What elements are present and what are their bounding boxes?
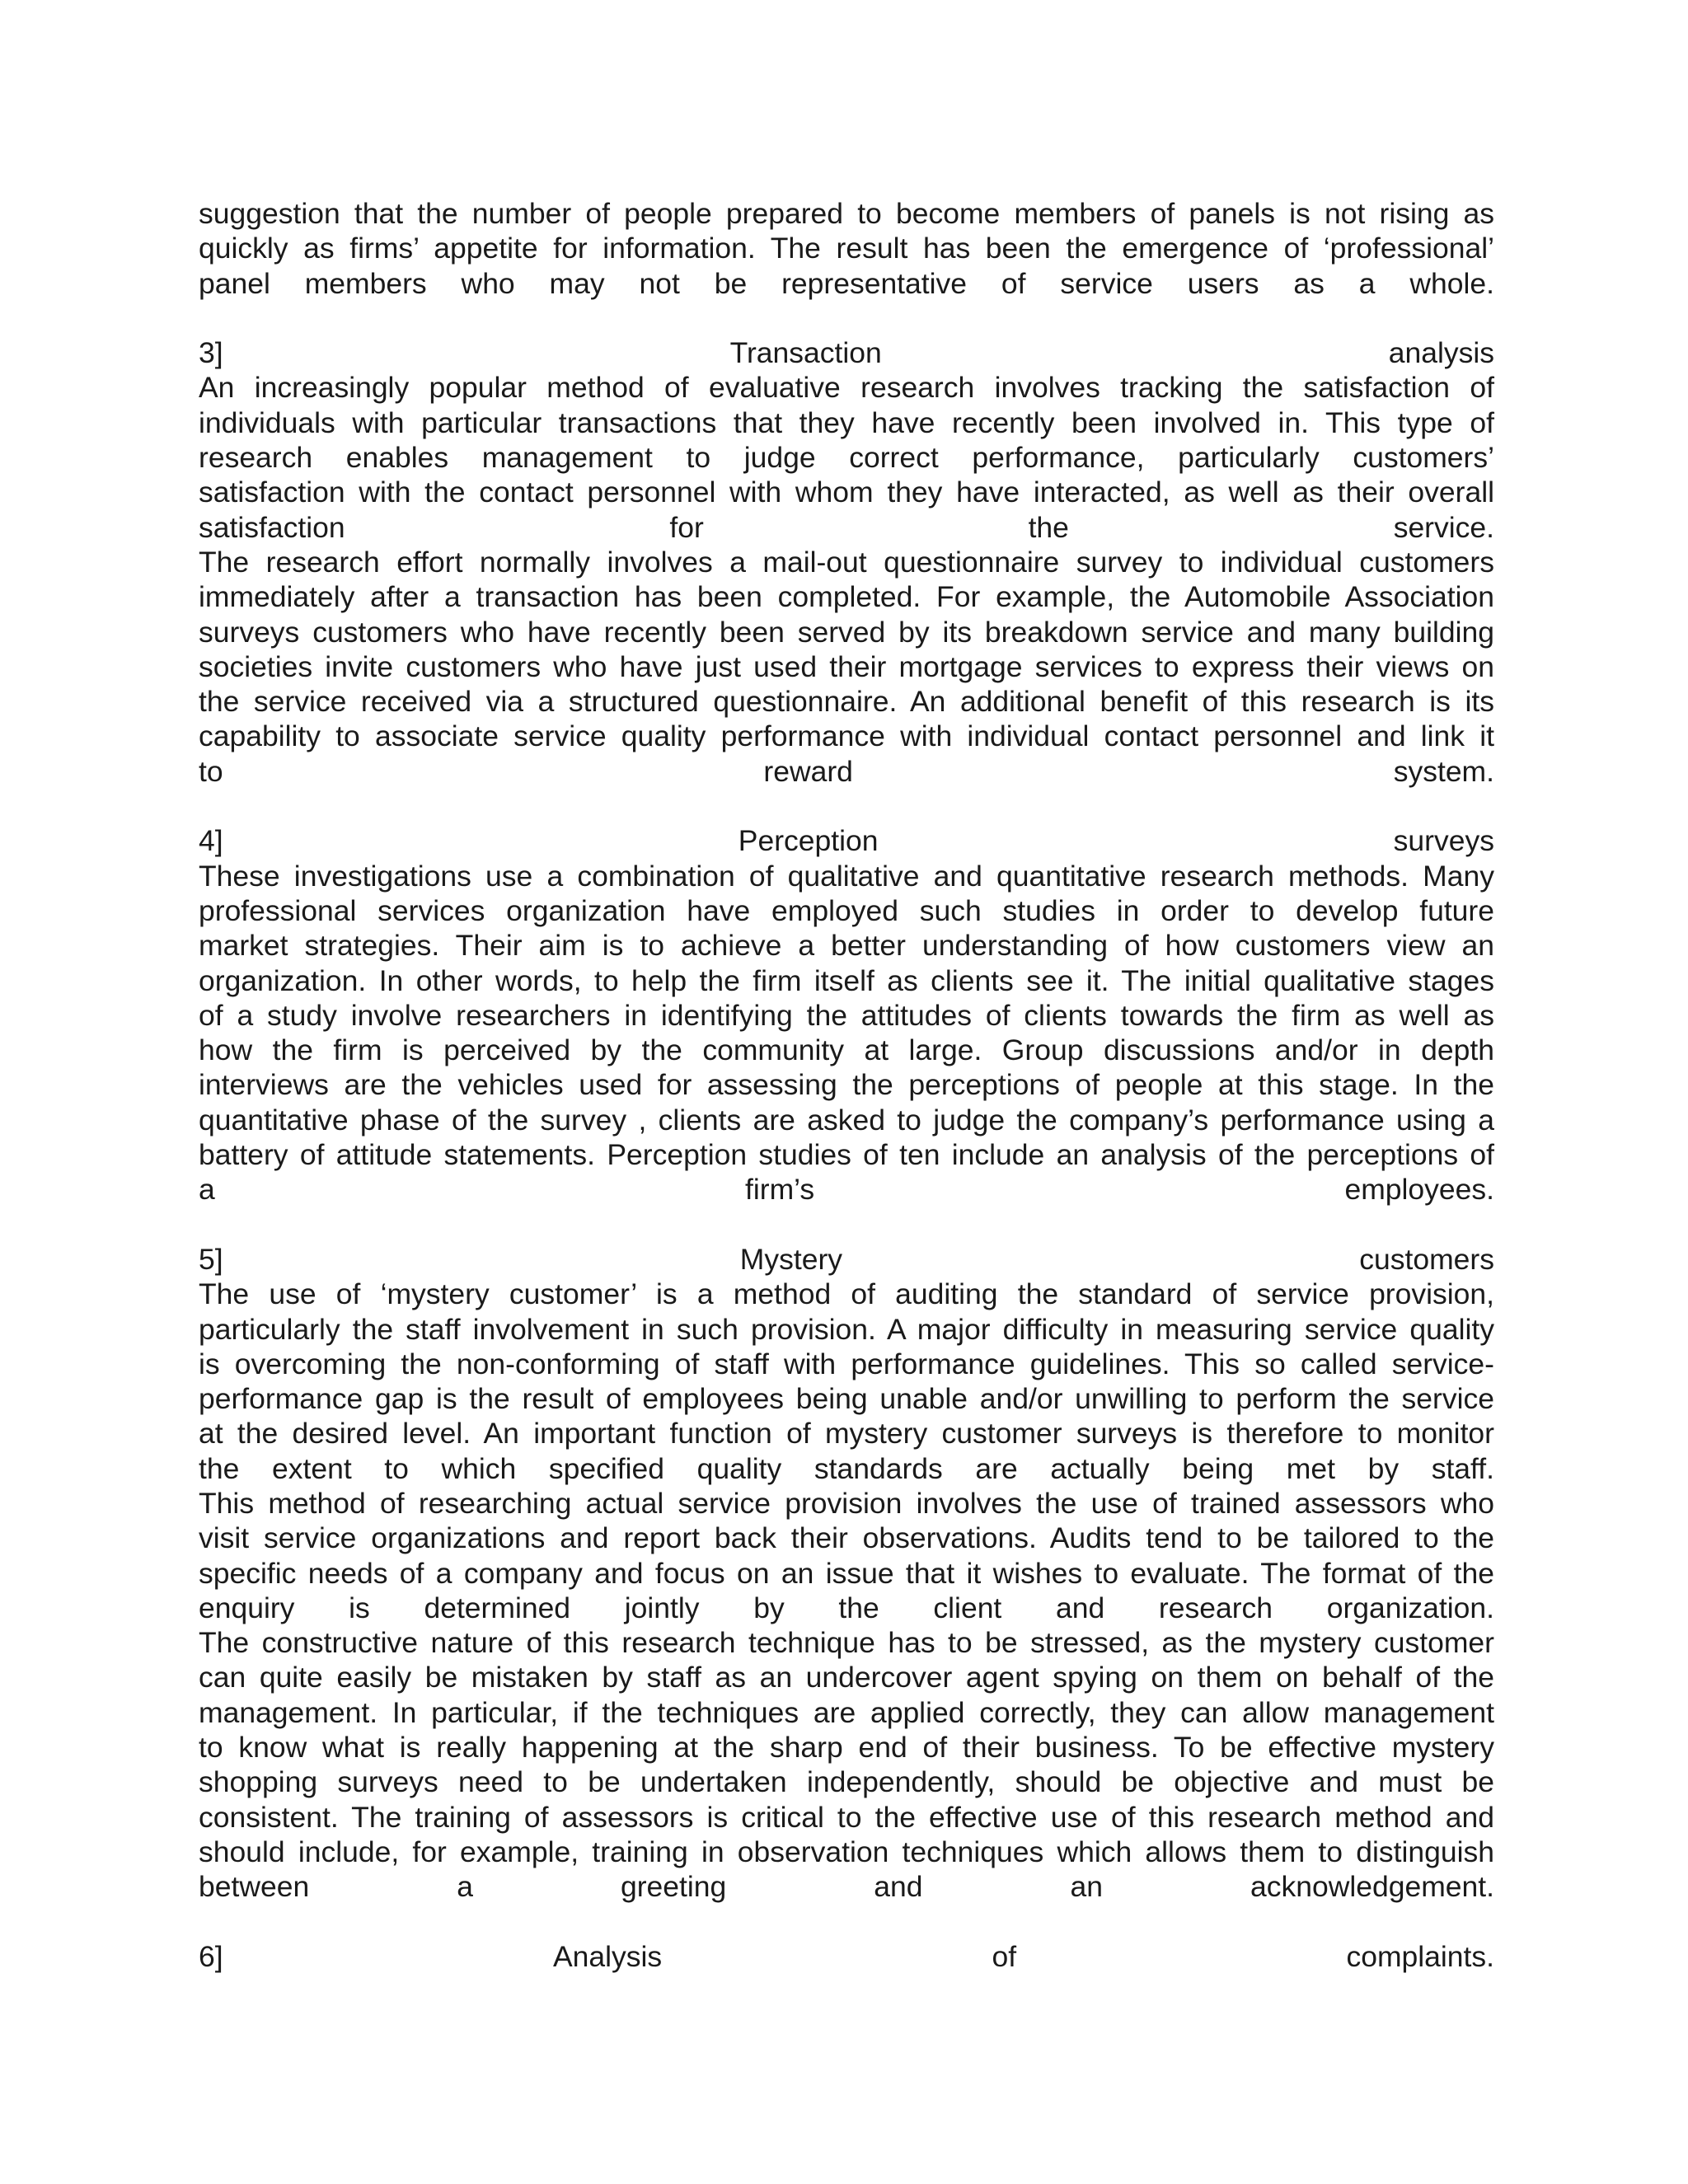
text-line: visit service organizations and report back their observations. Audits tend to be tailored to the — [199, 1521, 1494, 1555]
section-number: 3] — [199, 336, 223, 370]
heading-word: complaints. — [1346, 1939, 1494, 1973]
text-line: panel members who may not be representative of service users as a whole. — [199, 266, 1494, 300]
heading-word: Perception — [738, 824, 879, 858]
text-line: research enables management to judge correct performance, particularly customers’ — [199, 441, 1494, 475]
text-line: management. In particular, if the techniques are applied correctly, they can allow management — [199, 1695, 1494, 1729]
blank-line — [199, 1905, 1494, 1939]
text-line: satisfaction for the service. — [199, 510, 1494, 544]
section-transaction-analysis — [199, 335, 1494, 789]
text-line: The constructive nature of this research technique has to be stressed, as the mystery customer — [199, 1626, 1494, 1660]
heading-word: customers — [1359, 1242, 1494, 1276]
blank-line — [199, 1207, 1494, 1242]
section-heading — [199, 1939, 1494, 1974]
text-line: between a greeting and an acknowledgement. — [199, 1870, 1494, 1904]
section-number: 5] — [199, 1242, 223, 1276]
heading-word: analysis — [1388, 336, 1494, 370]
text-line: consistent. The training of assessors is critical to the effective use of this research method and — [199, 1800, 1494, 1834]
document-page — [199, 196, 1494, 1974]
text-line: The research effort normally involves a mail-out questionnaire survey to individual customers — [199, 545, 1494, 579]
text-line: interviews are the vehicles used for assessing the perceptions of people at this stage. In the — [199, 1068, 1494, 1102]
text-line: surveys customers who have recently been served by its breakdown service and many building — [199, 615, 1494, 649]
text-line: how the firm is perceived by the community at large. Group discussions and/or in depth — [199, 1033, 1494, 1067]
text-line: An increasingly popular method of evaluative research involves tracking the satisfaction of — [199, 371, 1494, 405]
text-line: to reward system. — [199, 754, 1494, 788]
text-line: quantitative phase of the survey , clients are asked to judge the company’s performance using a — [199, 1103, 1494, 1137]
blank-line — [199, 789, 1494, 823]
text-line: quickly as firms’ appetite for information. The result has been the emergence of ‘professional’ — [199, 232, 1494, 265]
section-heading — [199, 823, 1494, 858]
section-analysis-of-complaints — [199, 1939, 1494, 1974]
section-heading — [199, 1242, 1494, 1277]
text-line: the extent to which specified quality standards are actually being met by staff. — [199, 1451, 1494, 1485]
section-perception-surveys — [199, 823, 1494, 1207]
text-line: professional services organization have employed such studies in order to develop future — [199, 893, 1494, 927]
text-line: the service received via a structured questionnaire. An additional benefit of this research is its — [199, 685, 1494, 719]
text-line: can quite easily be mistaken by staff as an undercover agent spying on them on behalf of the — [199, 1661, 1494, 1694]
text-line: performance gap is the result of employees being unable and/or unwilling to perform the service — [199, 1382, 1494, 1416]
text-line: capability to associate service quality performance with individual contact personnel and link it — [199, 719, 1494, 753]
text-line: These investigations use a combination of qualitative and quantitative research methods. Many — [199, 859, 1494, 893]
section-mystery-customers — [199, 1242, 1494, 1905]
text-line: satisfaction with the contact personnel with whom they have interacted, as well as their overall — [199, 476, 1494, 509]
text-line: particularly the staff involvement in such provision. A major difficulty in measuring service quality — [199, 1312, 1494, 1346]
heading-word: of — [992, 1939, 1017, 1973]
text-line: societies invite customers who have just used their mortgage services to express their views on — [199, 649, 1494, 683]
text-line: enquiry is determined jointly by the client and research organization. — [199, 1591, 1494, 1624]
text-line: This method of researching actual service provision involves the use of trained assessors who — [199, 1486, 1494, 1520]
text-line: shopping surveys need to be undertaken independently, should be objective and must be — [199, 1765, 1494, 1799]
paragraph-intro — [199, 196, 1494, 301]
heading-word: Analysis — [552, 1939, 663, 1973]
text-line: immediately after a transaction has been completed. For example, the Automobile Association — [199, 580, 1494, 614]
text-line: The use of ‘mystery customer’ is a method of auditing the standard of service provision, — [199, 1277, 1494, 1311]
heading-word: surveys — [1393, 824, 1494, 858]
text-line: suggestion that the number of people prepared to become members of panels is not rising as — [199, 197, 1494, 230]
heading-word: Transaction — [729, 336, 882, 370]
text-line: specific needs of a company and focus on an issue that it wishes to evaluate. The format of the — [199, 1556, 1494, 1590]
text-line: organization. In other words, to help the firm itself as clients see it. The initial qualitative stages — [199, 963, 1494, 997]
section-number: 4] — [199, 824, 223, 858]
text-line: is overcoming the non-conforming of staff with performance guidelines. This so called service- — [199, 1347, 1494, 1380]
text-line: individuals with particular transactions that they have recently been involved in. This type of — [199, 405, 1494, 439]
text-line: battery of attitude statements. Perception studies of ten include an analysis of the perceptions of — [199, 1138, 1494, 1172]
text-line: to know what is really happening at the sharp end of their business. To be effective mystery — [199, 1731, 1494, 1765]
section-heading — [199, 335, 1494, 370]
text-line: a firm’s employees. — [199, 1173, 1494, 1207]
section-number: 6] — [199, 1939, 223, 1973]
text-line: should include, for example, training in observation techniques which allows them to distinguish — [199, 1835, 1494, 1868]
text-line: market strategies. Their aim is to achieve a better understanding of how customers view an — [199, 929, 1494, 963]
text-line: of a study involve researchers in identifying the attitudes of clients towards the firm as well as — [199, 998, 1494, 1032]
heading-word: Mystery — [739, 1242, 843, 1276]
text-line: at the desired level. An important function of mystery customer surveys is therefore to monitor — [199, 1417, 1494, 1451]
blank-line — [199, 301, 1494, 335]
